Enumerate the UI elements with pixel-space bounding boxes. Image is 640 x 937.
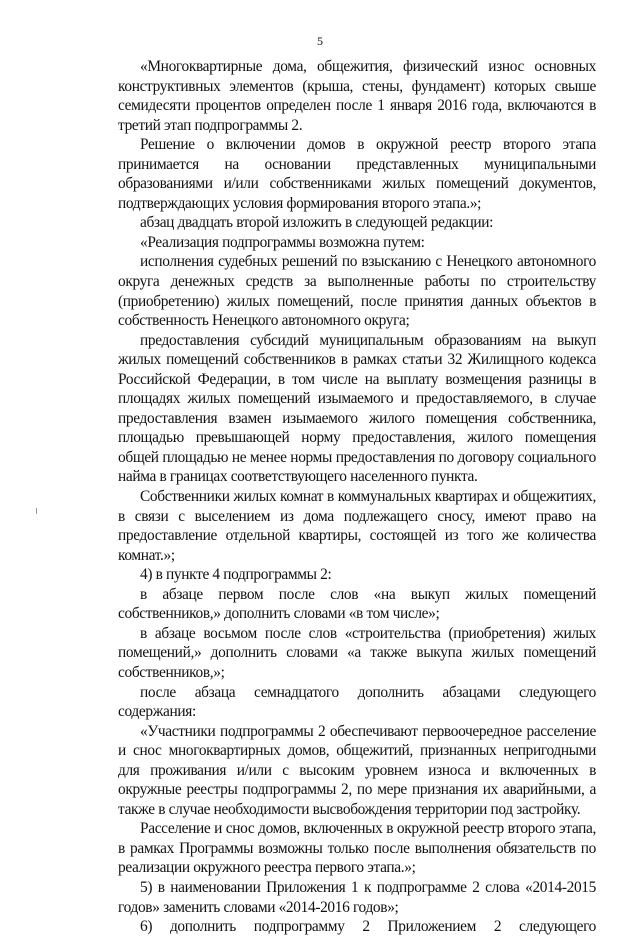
paragraph-court-decisions: исполнения судебных решений по взысканию с Ненецкого автономного округа денежных средств за выполненные работы по строительству (приобретению) жилых помещений, после принятия данных объектов в собственность Ненецкого автономного округа; <box>118 253 596 330</box>
paragraph-item-5: 5) в наименовании Приложения 1 к подпрограмме 2 слова «2014-2015 годов» заменить словами «2014-2016 годов»; <box>118 878 596 916</box>
paragraph-item-4: 4) в пункте 4 подпрограммы 2: <box>140 566 332 584</box>
paragraph-third-stage: «Многоквартирные дома, общежития, физический износ основных конструктивных элементов (крыша, стены, фундамент) которых свыше семидесяти процентов определен после 1 января 2016 года, включаются в третий этап подпрограммы 2. <box>118 58 596 134</box>
document-body <box>118 57 596 937</box>
scan-mark <box>36 508 37 514</box>
paragraph-first-abzac: в абзаце первом после слов «на выкуп жилых помещений собственников,» дополнить словами «в том числе»; <box>118 585 596 623</box>
paragraph-after-17th: после абзаца семнадцатого дополнить абзацами следующего содержания: <box>118 683 596 721</box>
paragraph-subsidies: предоставления субсидий муниципальным образованиям на выкуп жилых помещений собственников в рамках статьи 32 Жилищного кодекса Российской Федерации, в том числе на выплату возмещения разницы в площадях жилых помещений изымаемого и предоставляемого, в случае предоставления взамен изымаемого жилого помещения собственника, площадью превышающей норму предоставления, жилого помещения общей площадью не менее нормы предоставления по договору социального найма в границах соответствующего населенного пункта. <box>118 331 596 486</box>
page-number: 5 <box>317 34 323 48</box>
paragraph-second-stage-decision: Решение о включении домов в окружной реестр второго этапа принимается на основании представленных муниципальными образованиями и/или собственниками жилых помещений документов, подтверждающих условия формирования второго этапа.»; <box>118 136 596 212</box>
paragraph-eighth-abzac: в абзаце восьмом после слов «строительства (приобретения) жилых помещений,» дополнить словами «а также выкупа жилых помещений собственников,»; <box>118 624 596 681</box>
paragraph-room-owners: Собственники жилых комнат в коммунальных квартирах и общежитиях, в связи с выселением из дома подлежащего сносу, имеют право на предоставление отдельной квартиры, состоящей из того же количества комнат.»; <box>118 488 596 564</box>
paragraph-amend-22nd: абзац двадцать второй изложить в следующей редакции: <box>140 214 494 232</box>
paragraph-implementation-intro: «Реализация подпрограммы возможна путем: <box>140 233 425 251</box>
paragraph-resettlement: Расселение и снос домов, включенных в окружной реестр второго этапа, в рамках Программы возможны только после выполнения обязательств по реализации окружного реестра первого этапа.»; <box>118 820 596 877</box>
paragraph-item-6: 6) дополнить подпрограмму 2 Приложением 2 следующего <box>140 918 596 936</box>
paragraph-participants: «Участники подпрограммы 2 обеспечивают первоочередное расселение и снос многоквартирных домов, общежитий, признанных непригодными для проживания и/или с высоким уровнем износа и включенных в окружные реестры подпрограммы 2, по мере признания их аварийными, а также в случае необходимости высвобождения территории под застройку. <box>118 722 596 818</box>
